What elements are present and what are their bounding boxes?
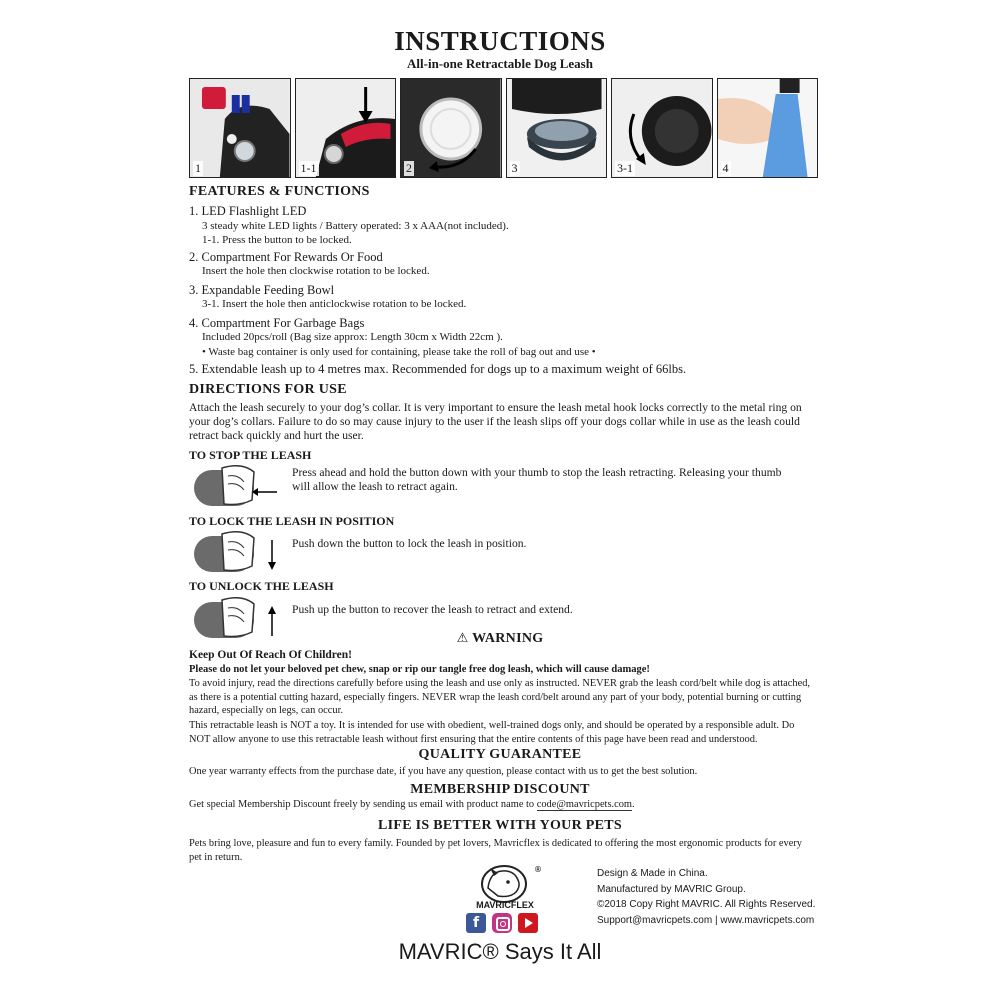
feature-item-line: • Waste bag container is only used for containing, please take the roll of bag out and use •	[202, 346, 596, 358]
svg-text:®: ®	[534, 865, 542, 874]
feature-item-title: 5. Extendable leash up to 4 metres max. Recommended for dogs up to a maximum weight of 66lbs.	[189, 362, 687, 376]
warning-line: as there is a potential cutting hazard, especially fingers. NEVER wrap the leash cord/belt around any part of your body, potential burning or cutting	[189, 691, 802, 703]
product-photo-strip	[189, 78, 818, 178]
quality-text: One year warranty effects from the purchase date, if you have any question, please contact with us to get the best solution.	[189, 766, 698, 777]
brand-info-line: ©2018 Copy Right MAVRIC. All Rights Reserved.	[597, 899, 816, 910]
feature-item-title: 1. LED Flashlight LED	[189, 204, 307, 218]
warning-paragraph-2	[189, 719, 794, 746]
photo-label: 3-1	[617, 161, 633, 175]
life-paragraph	[189, 837, 802, 864]
photo-label: 4	[722, 161, 729, 175]
warning-triangle-icon: ⚠	[456, 631, 469, 646]
directions-heading: DIRECTIONS FOR USE	[189, 382, 347, 397]
directions-line: your dog’s collars. Failure to do so may cause injury to the user if the leash slips off your dogs collar while in use as the leash could	[189, 415, 800, 428]
page-subtitle: All-in-one Retractable Dog Leash	[407, 56, 593, 71]
directions-line: Attach the leash securely to your dog’s collar. It is very important to ensure the leash metal hook locks correctly to the metal ring on	[189, 401, 802, 414]
hand-push-down-icon	[192, 528, 282, 576]
features-heading: FEATURES & FUNCTIONS	[189, 184, 370, 199]
quality-heading: QUALITY GUARANTEE	[418, 747, 582, 762]
warning-keep-out: Keep Out Of Reach Of Children!	[189, 649, 353, 661]
feature-item-line: 3 steady white LED lights / Battery operated: 3 x AAA(not included).	[202, 220, 509, 232]
feature-item-line: 1-1. Press the button to be locked.	[202, 234, 352, 246]
warning-heading: ⚠ WARNING	[456, 631, 544, 646]
warning-paragraph-1	[189, 677, 810, 718]
leash-flashlight-illustration	[190, 79, 290, 177]
directions-line: retract back quickly and hurt the user.	[189, 429, 364, 442]
life-heading: LIFE IS BETTER WITH YOUR PETS	[377, 818, 623, 833]
warning-line: To avoid injury, read the directions carefully before using the leash and use only as instructed. NEVER grab the leash cord/belt while dog is attached,	[189, 678, 810, 689]
unlock-heading: TO UNLOCK THE LEASH	[189, 579, 334, 593]
brand-logo-name: MAVRICFLEX	[476, 900, 534, 910]
photo-label: 2	[406, 161, 412, 175]
garbage-bag-illustration	[718, 79, 818, 177]
lock-heading: TO LOCK THE LEASH IN POSITION	[189, 514, 395, 528]
brand-slogan: MAVRIC® Says It All	[398, 939, 602, 964]
photo-label: 1-1	[300, 161, 317, 175]
membership-text: Get special Membership Discount freely by sending us email with product name to code@mavricpets.com.	[189, 799, 635, 810]
brand-info-line: Manufactured by MAVRIC Group.	[597, 883, 746, 895]
stop-line: Press ahead and hold the button down with your thumb to stop the leash retracting. Releasing your thumb	[292, 466, 782, 479]
feature-item-title: 3. Expandable Feeding Bowl	[189, 283, 335, 297]
compartment-illustration	[401, 79, 501, 177]
membership-heading: MEMBERSHIP DISCOUNT	[410, 782, 590, 797]
warning-line: NOT allow anyone to use this retractable leash without first ensuring that the entire contents of this page have been read and understood.	[189, 733, 758, 745]
feature-item-line: Included 20pcs/roll (Bag size approx: Length 30cm x Width 22cm ).	[202, 331, 503, 343]
photo-led-flashlight	[189, 78, 291, 178]
lock-text: Push down the button to lock the leash in position.	[292, 537, 527, 550]
life-line: Pets bring love, pleasure and fun to every family. Founded by pet lovers, Mavricflex is dedicated to offering the most ergonomic products for every	[189, 838, 802, 849]
warning-line: hazard, especially on legs, can occur.	[189, 705, 344, 716]
photo-label: 1	[195, 161, 201, 175]
brand-info-line: Design & Made in China.	[597, 868, 708, 879]
warning-bold-line: Please do not let your beloved pet chew, snap or rip our tangle free dog leash, which will cause damage!	[189, 664, 650, 675]
feature-item-title: 2. Compartment For Rewards Or Food	[189, 250, 383, 264]
brand-info	[597, 866, 815, 928]
youtube-icon[interactable]	[518, 913, 538, 933]
photo-garbage-bags	[717, 78, 819, 178]
feature-item-line: Insert the hole then clockwise rotation to be locked.	[202, 265, 430, 277]
photo-press-button	[295, 78, 397, 178]
feature-item-line: 3-1. Insert the hole then anticlockwise rotation to be locked.	[202, 298, 467, 310]
stop-heading: TO STOP THE LEASH	[189, 448, 312, 462]
life-line: pet in return.	[189, 851, 243, 863]
facebook-icon[interactable]: f	[466, 913, 486, 933]
warning-line: This retractable leash is NOT a toy. It is intended for use with obedient, well-trained dogs only, and should be operated by a responsible adult. Do	[189, 720, 795, 731]
social-icons	[466, 913, 538, 933]
photo-rewards-compartment	[400, 78, 502, 178]
hand-press-icon	[192, 462, 282, 510]
instagram-icon[interactable]	[492, 913, 512, 933]
feature-item-title: 4. Compartment For Garbage Bags	[189, 316, 365, 330]
unlock-text: Push up the button to recover the leash to retract and extend.	[292, 603, 573, 616]
stop-line: will allow the leash to retract again.	[292, 480, 458, 493]
photo-feeding-bowl	[506, 78, 608, 178]
photo-label: 3	[511, 161, 518, 175]
brand-info-line: Support@mavricpets.com | www.mavricpets.com	[597, 914, 815, 926]
membership-email-link[interactable]: code@mavricpets.com	[536, 799, 632, 810]
page-title: INSTRUCTIONS	[394, 26, 606, 56]
photo-rotate-lock	[611, 78, 713, 178]
bowl-illustration	[507, 79, 607, 177]
